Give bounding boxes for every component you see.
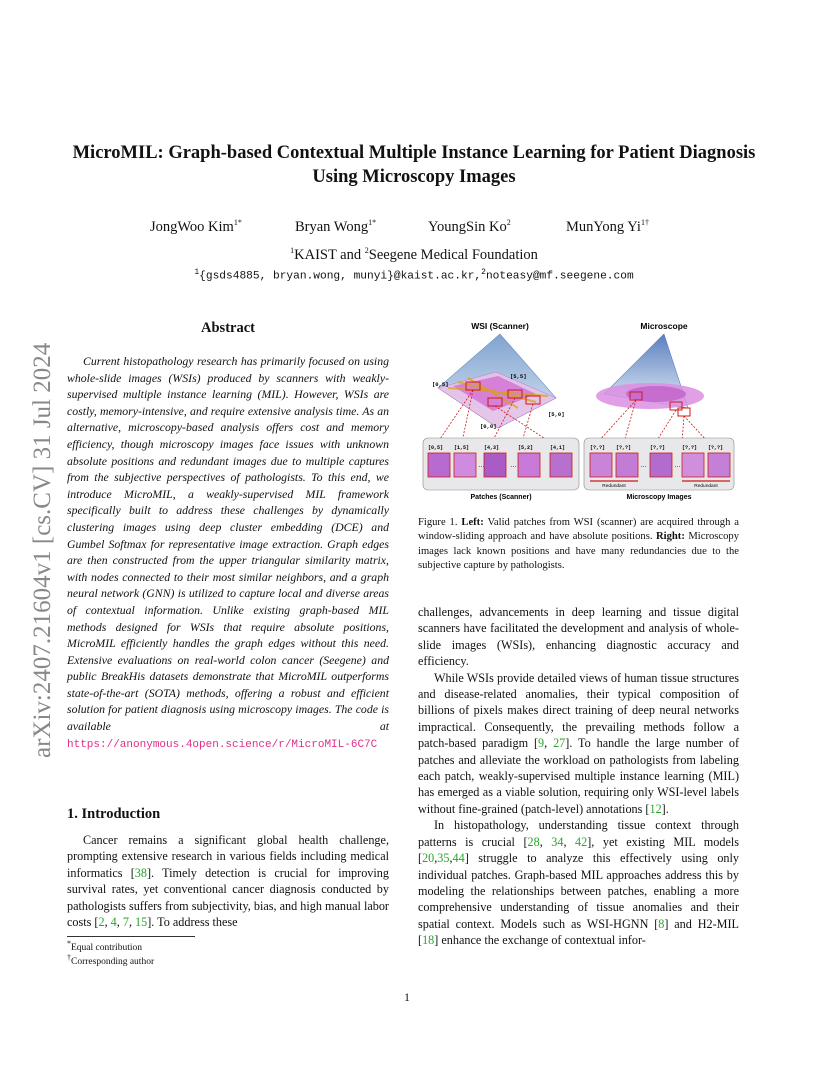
caption-right-bold: Right: — [656, 531, 685, 543]
author-name: Bryan Wong — [295, 218, 369, 235]
citation[interactable]: 8 — [658, 916, 665, 931]
left-column — [67, 318, 389, 753]
footnote-1: *Equal contribution — [67, 939, 142, 954]
author-4 — [566, 218, 649, 236]
citation[interactable]: 7 — [122, 915, 129, 930]
page-number: 1 — [404, 990, 410, 1004]
svg-text:[?,?]: [?,?] — [650, 445, 666, 451]
right-paragraph-1: challenges, advancements in deep learning and tissue digital scanners have facilitated the development and analysis of whole-slide images (WSIs), enhancing diagnostic accuracy and efficiency. — [418, 605, 739, 669]
author-name: MunYong Yi — [566, 218, 641, 235]
svg-text:…: … — [510, 462, 517, 469]
wsi-pyramid — [432, 334, 565, 430]
author-3 — [428, 218, 511, 236]
citation[interactable]: 27 — [553, 736, 566, 751]
svg-text:[?,?]: [?,?] — [682, 445, 698, 451]
svg-text:[4,3]: [4,3] — [484, 445, 500, 451]
svg-text:[?,?]: [?,?] — [708, 445, 724, 451]
svg-text:[5,2]: [5,2] — [518, 445, 534, 451]
author-sup: 2 — [506, 218, 511, 227]
svg-text:…: … — [640, 462, 647, 469]
citation[interactable]: 15 — [135, 915, 148, 930]
email-1: {gsds4885, bryan.wong, munyi}@kaist.ac.kr, — [199, 270, 482, 283]
svg-text:[0,5]: [0,5] — [428, 445, 444, 451]
svg-text:[?,?]: [?,?] — [616, 445, 632, 451]
figure-1-svg — [418, 316, 739, 506]
coord-label: [0,5] — [432, 381, 449, 388]
citation[interactable]: 28 — [527, 834, 540, 849]
citation[interactable]: 20 — [422, 851, 435, 866]
microscopy-images — [584, 438, 734, 501]
author-name: JongWoo Kim — [150, 218, 234, 235]
citation[interactable]: 34 — [551, 834, 564, 849]
arxiv-stamp-svg — [8, 300, 68, 760]
affil-part-1: KAIST and — [294, 246, 365, 263]
svg-text:[1,5]: [1,5] — [454, 445, 470, 451]
patches-label: Patches (Scanner) — [470, 494, 532, 501]
author-emails — [60, 268, 768, 283]
caption-right-text: Microscopy images lack known positions and have many redundancies due to the subjective capture by pathologists. — [418, 531, 739, 572]
citation[interactable]: 18 — [422, 933, 435, 948]
citation[interactable]: 9 — [538, 736, 545, 751]
abstract-heading: Abstract — [201, 320, 255, 336]
intro-paragraph: Cancer remains a significant global health challenge, prompting extensive research in various fields including medical informatics [38]. Timely detection is crucial for improving survival rates, yet conventional cancer diagnosis conducted by pathologists suffers from subjectivity, bias, and high manual labor costs [2, 4, 7, 15]. To address these — [67, 833, 389, 930]
code-link[interactable]: https://anonymous.4open.science/r/MicroMIL-6C7C — [67, 738, 378, 751]
author-sup: 1* — [233, 218, 242, 227]
redundant-label: Redundant — [602, 484, 626, 489]
affil-sup-1: 1 — [290, 246, 295, 255]
scanner-patches — [423, 438, 579, 501]
svg-text:…: … — [478, 462, 485, 469]
email-sup-1: 1 — [194, 268, 200, 277]
citation[interactable]: 42 — [575, 834, 588, 849]
author-sup: 1† — [640, 218, 649, 227]
microscope-label: Microscope — [640, 321, 688, 331]
affil-part-2: Seegene Medical Foundation — [368, 246, 538, 263]
footnote-2: †Corresponding author — [67, 953, 155, 968]
email-2: noteasy@mf.seegene.com — [485, 270, 634, 283]
svg-text:…: … — [674, 462, 681, 469]
right-paragraph-2: While WSIs provide detailed views of human tissue structures and disease-related anomalies, their typical composition of billions of pixels makes direct training of deep neural networks impractical. Consequently, the prevailing methods follow a patch-based paradigm [9, 27]. To handle the large number of patches and alleviate the workload on pathologists from labeling each patch, weakly-supervised multiple instance learning (MIL) has emerged as a viable solution, requiring only WSI-level labels without fine-grained (patch-level) annotations [12]. — [418, 670, 740, 816]
microscopy-label: Microscopy Images — [626, 494, 692, 501]
affil-sup-2: 2 — [364, 246, 369, 255]
author-name: YoungSin Ko — [428, 218, 507, 235]
citation[interactable]: 12 — [649, 801, 662, 816]
author-sup: 1* — [368, 218, 377, 227]
paper-title: MicroMIL: Graph-based Contextual Multiple Instance Learning for Patient Diagnosis Using Microscopy Images — [72, 143, 756, 187]
coord-label: [0,0] — [480, 423, 497, 430]
citation[interactable]: 35 — [437, 851, 450, 866]
svg-text:[?,?]: [?,?] — [590, 445, 606, 451]
coord-label: [5,0] — [548, 411, 565, 418]
microscope-cone — [596, 334, 704, 416]
citation[interactable]: 44 — [452, 851, 465, 866]
right-column-body — [418, 604, 739, 949]
arxiv-stamp — [8, 300, 68, 760]
author-2 — [295, 218, 376, 236]
footnote-rule — [67, 936, 195, 937]
citation[interactable]: 2 — [98, 915, 105, 930]
citation[interactable]: 4 — [110, 915, 117, 930]
figure-caption — [418, 516, 739, 574]
svg-text:[4,1]: [4,1] — [550, 445, 566, 451]
wsi-label: WSI (Scanner) — [471, 321, 529, 331]
abstract-text: Current histopathology research has primarily focused on using whole-slide images (WSIs) produced by scanners with weakly-supervised multiple instance learning (MIL). However, WSIs are costly, memory-intensive, and require extensive analysis time. As an alternative, microscopy-based analysis offers cost and memory efficiency, though microscopy images face issues with unknown absolute positions and redundant images due to multiple captures from the subjective perspectives of pathologists. To this end, we introduce MicroMIL, a weakly-supervised MIL framework specifically built to address these challenges by dynamically clustering images using deep cluster embedding (DCE) and Gumbel Softmax for representative image extraction. Graph edges are then constructed from the upper triangular similarity matrix, with nodes connected to their most similar neighbors, and a graph neural network (GNN) is utilized to capture local and diverse areas of contextual information. Unlike existing graph-based MIL methods designed for WSIs that require absolute positions, MicroMIL efficiently handles the graph edges without this need. Extensive evaluations on real-world colon cancer (Seegene) and public BreakHis datasets demonstrate that MicroMIL outperforms state-of-the-art (SOTA) methods, offering a robust and efficient solution for patient diagnosis using microscopy images. The code is available at — [67, 354, 389, 734]
affiliation — [60, 246, 768, 264]
author-1 — [150, 218, 242, 236]
caption-label: Figure 1. — [418, 517, 458, 528]
right-paragraph-3: In histopathology, understanding tissue context through patterns is crucial [28, 34, 42], yet existing MIL models [20,35,44] struggle to analyze this effectively using only individual patches. Graph-based MIL approaches address this by modeling the relationships between patches, enabling a more comprehensive understanding of tissue anomalies and their spatial context. Models such as WSI-HGNN [8] and H2-MIL [18] enhance the exchange of contextual infor- — [418, 818, 740, 948]
caption-left-bold: Left: — [461, 517, 484, 528]
arxiv-id: arXiv:2407.21604v1 [cs.CV] 31 Jul 2024 — [29, 342, 56, 758]
citation[interactable]: 38 — [134, 865, 147, 880]
section-heading-introduction: 1. Introduction — [67, 806, 161, 822]
caption-left-text: Valid patches from WSI (scanner) are acquired through a window-sliding approach and have absolute positions. — [418, 517, 739, 543]
abstract-body — [67, 353, 389, 753]
email-sup-2: 2 — [481, 268, 486, 277]
redundant-label: Redundant — [694, 484, 718, 489]
figure-1 — [418, 316, 739, 506]
coord-label: [5,5] — [510, 373, 527, 380]
